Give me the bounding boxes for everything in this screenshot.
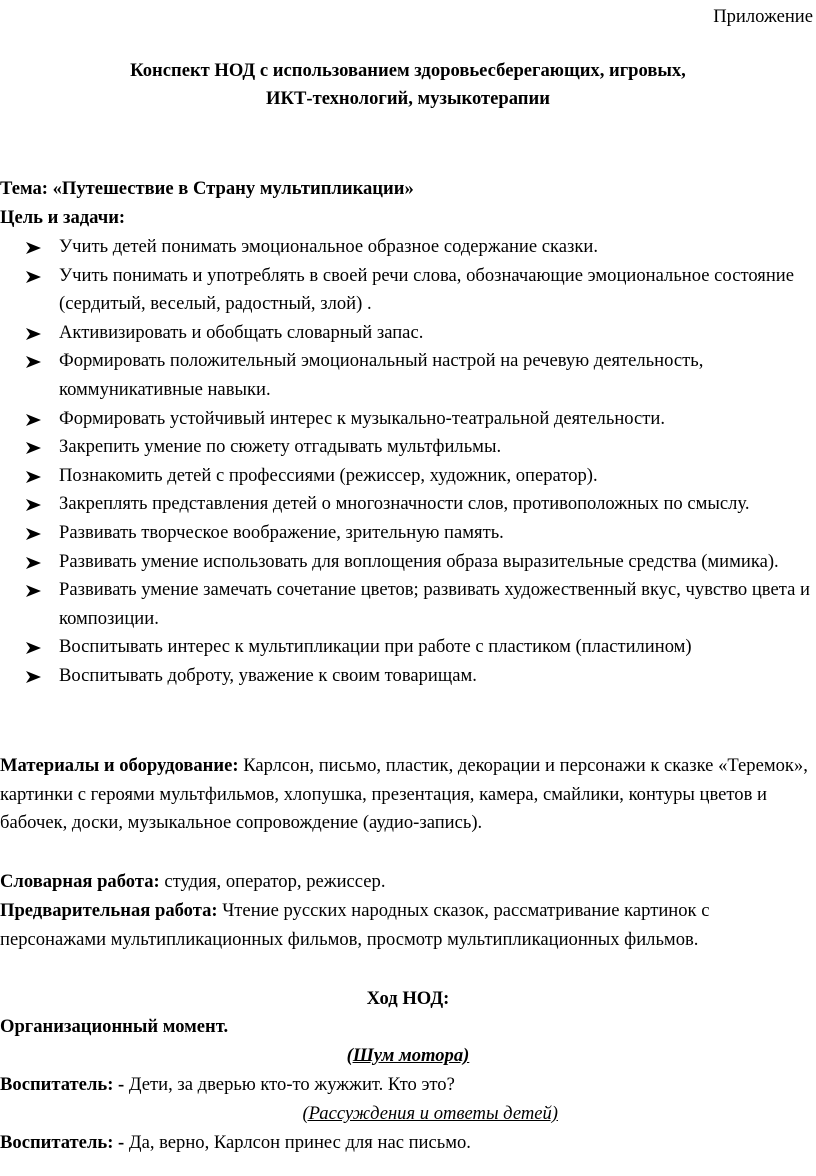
arrowhead-bullet-icon [26,585,41,597]
goals-heading: Цель и задачи: [0,207,126,228]
appendix-label: Приложение [713,6,813,27]
materials-label: Материалы и оборудование: [0,755,239,776]
goal-item [0,490,816,519]
goal-text: Познакомить детей с профессиями (режиссер, художник, оператор). [59,464,598,486]
goal-text: Закрепить умение по сюжету отгадывать мультфильмы. [59,436,502,458]
goals-list [0,233,816,691]
vocabulary-label: Словарная работа: [0,871,160,892]
stage-direction-children: (Рассуждения и ответы детей) [302,1103,558,1124]
goal-item [0,633,816,662]
course-heading: Ход НОД: [366,988,450,1009]
goal-text: Учить детей понимать эмоциональное образное содержание сказки. [59,236,598,257]
topic-heading: Тема: «Путешествие в Страну мультипликации» [0,178,414,199]
document-title [0,57,816,113]
teacher-text: Да, верно, Карлсон принес для нас письмо. [124,1132,471,1153]
teacher-label: Воспитатель: - [0,1074,125,1095]
goal-item [0,662,816,691]
arrowhead-bullet-icon [26,242,41,254]
goal-text: Активизировать и обобщать словарный запас. [59,321,424,343]
arrowhead-bullet-icon [26,471,41,483]
arrowhead-bullet-icon [26,414,41,426]
arrowhead-bullet-icon [26,499,41,511]
arrowhead-bullet-icon [26,642,41,654]
goal-text: Развивать умение использовать для воплощения образа выразительные средства (мимика). [59,550,779,572]
goal-text: Развивать умение замечать сочетание цветов; развивать художественный вкус, чувство цвета и композиции. [59,579,810,629]
title-line-2: ИКТ-технологий, музыкотерапии [266,88,550,109]
arrowhead-bullet-icon [26,356,41,368]
goal-item [0,462,816,491]
preliminary-label: Предварительная работа: [0,900,218,921]
arrowhead-bullet-icon [26,557,41,569]
goal-item [0,233,816,262]
goal-text: Закреплять представления детей о многозначности слов, противоположных по смыслу. [59,493,750,515]
teacher-text: Дети, за дверью кто-то жужжит. Кто это? [124,1074,455,1095]
goal-item [0,405,816,434]
goal-item [0,576,816,633]
stage-direction-motor: (Шум мотора) [346,1045,470,1066]
goal-item [0,347,816,404]
goal-item [0,433,816,462]
materials-paragraph [0,752,816,838]
teacher-line-2 [0,1129,816,1158]
preliminary-text: Чтение русских народных сказок, рассматривание картинок с персонажами мультипликационных фильмов, просмотр мультипликационных фильмов. [0,900,710,950]
goal-text: Воспитывать доброту, уважение к своим товарищам. [59,664,477,686]
goal-text: Формировать положительный эмоциональный настрой на речевую деятельность, коммуникативные навыки. [59,350,704,400]
goal-item [0,262,816,319]
preliminary-paragraph [0,897,740,954]
goal-item [0,319,816,348]
goal-text: Развивать творческое воображение, зрительную память. [59,521,504,543]
vocabulary-text: студия, оператор, режиссер. [159,871,386,892]
vocabulary-paragraph [0,868,816,897]
org-moment-heading: Организационный момент. [0,1016,229,1037]
arrowhead-bullet-icon [26,442,41,454]
materials-text: Карлсон, письмо, пластик, декорации и персонажи к сказке «Теремок», картинки с героями мультфильмов, хлопушка, презентация, камера, смайлики, контуры цветов и бабочек, доски, музыкальное сопровождение (аудио-запись). [0,755,808,834]
title-line-1: Конспект НОД с использованием здоровьесберегающих, игровых, [130,60,686,81]
arrowhead-bullet-icon [26,671,41,683]
goal-text: Формировать устойчивый интерес к музыкально-театральной деятельности. [59,407,666,429]
arrowhead-bullet-icon [26,328,41,340]
teacher-label: Воспитатель: - [0,1132,125,1153]
arrowhead-bullet-icon [26,528,41,540]
arrowhead-bullet-icon [26,271,41,283]
goal-item [0,548,816,577]
teacher-line-1 [0,1071,816,1100]
goal-text: Учить понимать и употреблять в своей речи слова, обозначающие эмоциональное состояние (сердитый, веселый, радостный, злой) . [59,264,794,315]
goal-text: Воспитывать интерес к мультипликации при работе с пластиком (пластилином) [59,636,692,658]
goal-item [0,519,816,548]
